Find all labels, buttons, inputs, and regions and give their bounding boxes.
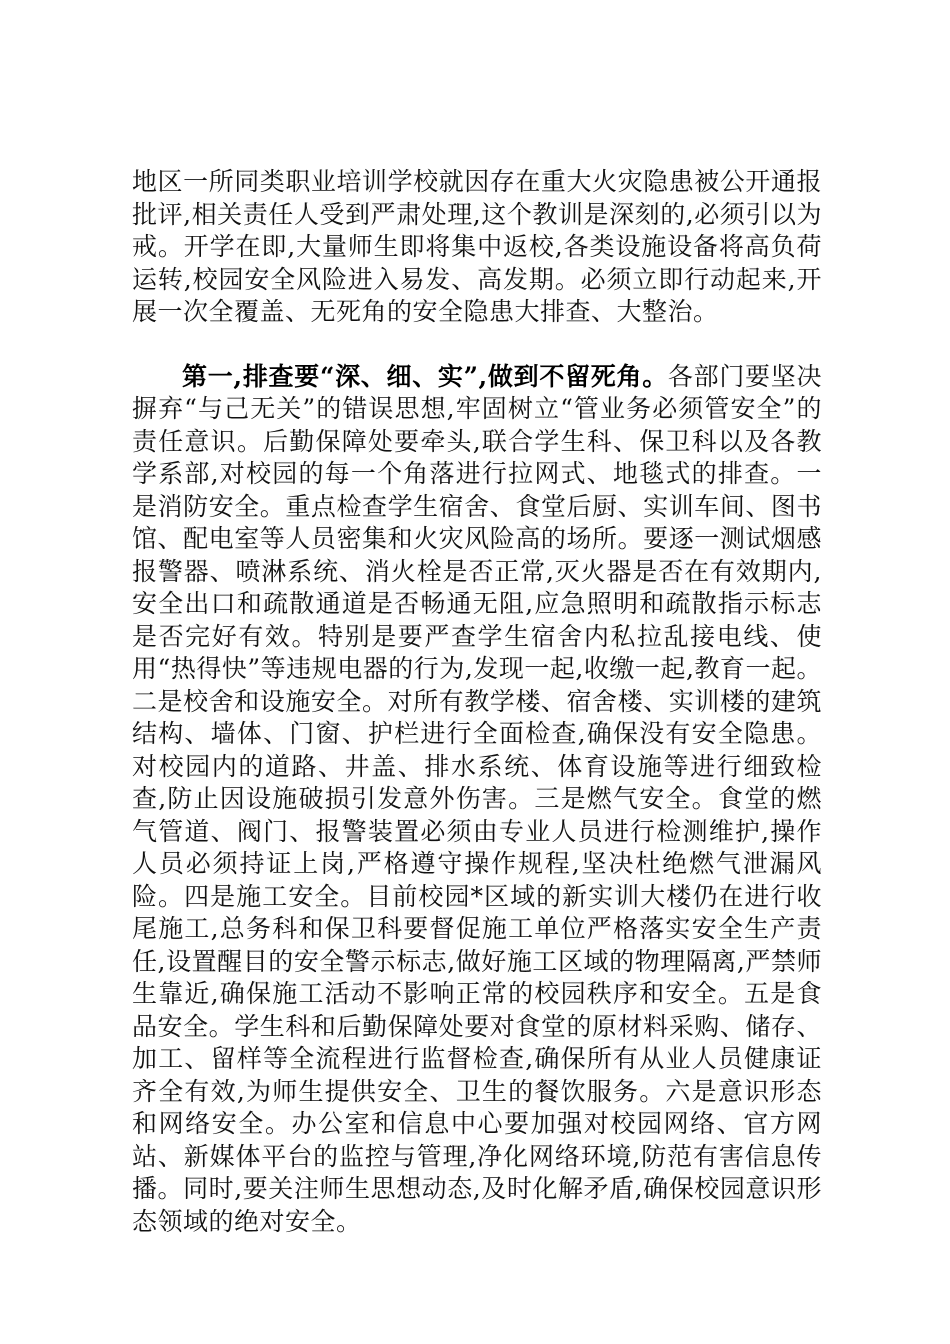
paragraph-first-point — [132, 361, 822, 1239]
paragraph-intro — [132, 166, 822, 329]
paragraph-text: 地区一所同类职业培训学校就因存在重大火灾隐患被公开通报批评,相关责任人受到严肃处理,这个教训是深刻的,必须引以为戒。开学在即,大量师生即将集中返校,各类设施设备将高负荷运转,校园安全风险进入易发、高发期。必须立即行动起来,开展一次全覆盖、无死角的安全隐患大排查、大整治。 — [132, 167, 822, 326]
paragraph-text: 各部门要坚决摒弃“与己无关”的错误思想,牢固树立“管业务必须管安全”的责任意识。后勤保障处要牵头,联合学生科、保卫科以及各教学系部,对校园的每一个角落进行拉网式、地毯式的排查。一是消防安全。重点检查学生宿舍、食堂后厨、实训车间、图书馆、配电室等人员密集和火灾风险高的场所。要逐一测试烟感报警器、喷淋系统、消火栓是否正常,灭火器是否在有效期内,安全出口和疏散通道是否畅通无阻,应急照明和疏散指示标志是否完好有效。特别是要严查学生宿舍内私拉乱接电线、使用“热得快”等违规电器的行为,发现一起,收缴一起,教育一起。二是校舍和设施安全。对所有教学楼、宿舍楼、实训楼的建筑结构、墙体、门窗、护栏进行全面检查,确保没有安全隐患。对校园内的道路、井盖、排水系统、体育设施等进行细致检查,防止因设施破损引发意外伤害。三是燃气安全。食堂的燃气管道、阀门、报警装置必须由专业人员进行检测维护,操作人员必须持证上岗,严格遵守操作规程,坚决杜绝燃气泄漏风险。四是施工安全。目前校园*区域的新实训大楼仍在进行收尾施工,总务科和保卫科要督促施工单位严格落实安全生产责任,设置醒目的安全警示标志,做好施工区域的物理隔离,严禁师生靠近,确保施工活动不影响正常的校园秩序和安全。五是食品安全。学生科和后勤保障处要对食堂的原材料采购、储存、加工、留样等全流程进行监督检查,确保所有从业人员健康证齐全有效,为师生提供安全、卫生的餐饮服务。六是意识形态和网络安全。办公室和信息中心要加强对校园网络、官方网站、新媒体平台的监控与管理,净化网络环境,防范有害信息传播。同时,要关注师生思想动态,及时化解矛盾,确保校园意识形态领域的绝对安全。 — [132, 361, 822, 1236]
document-body — [132, 166, 822, 1238]
paragraph-lead-heading: 第一,排查要“深、细、实”,做到不留死角。 — [182, 361, 668, 391]
